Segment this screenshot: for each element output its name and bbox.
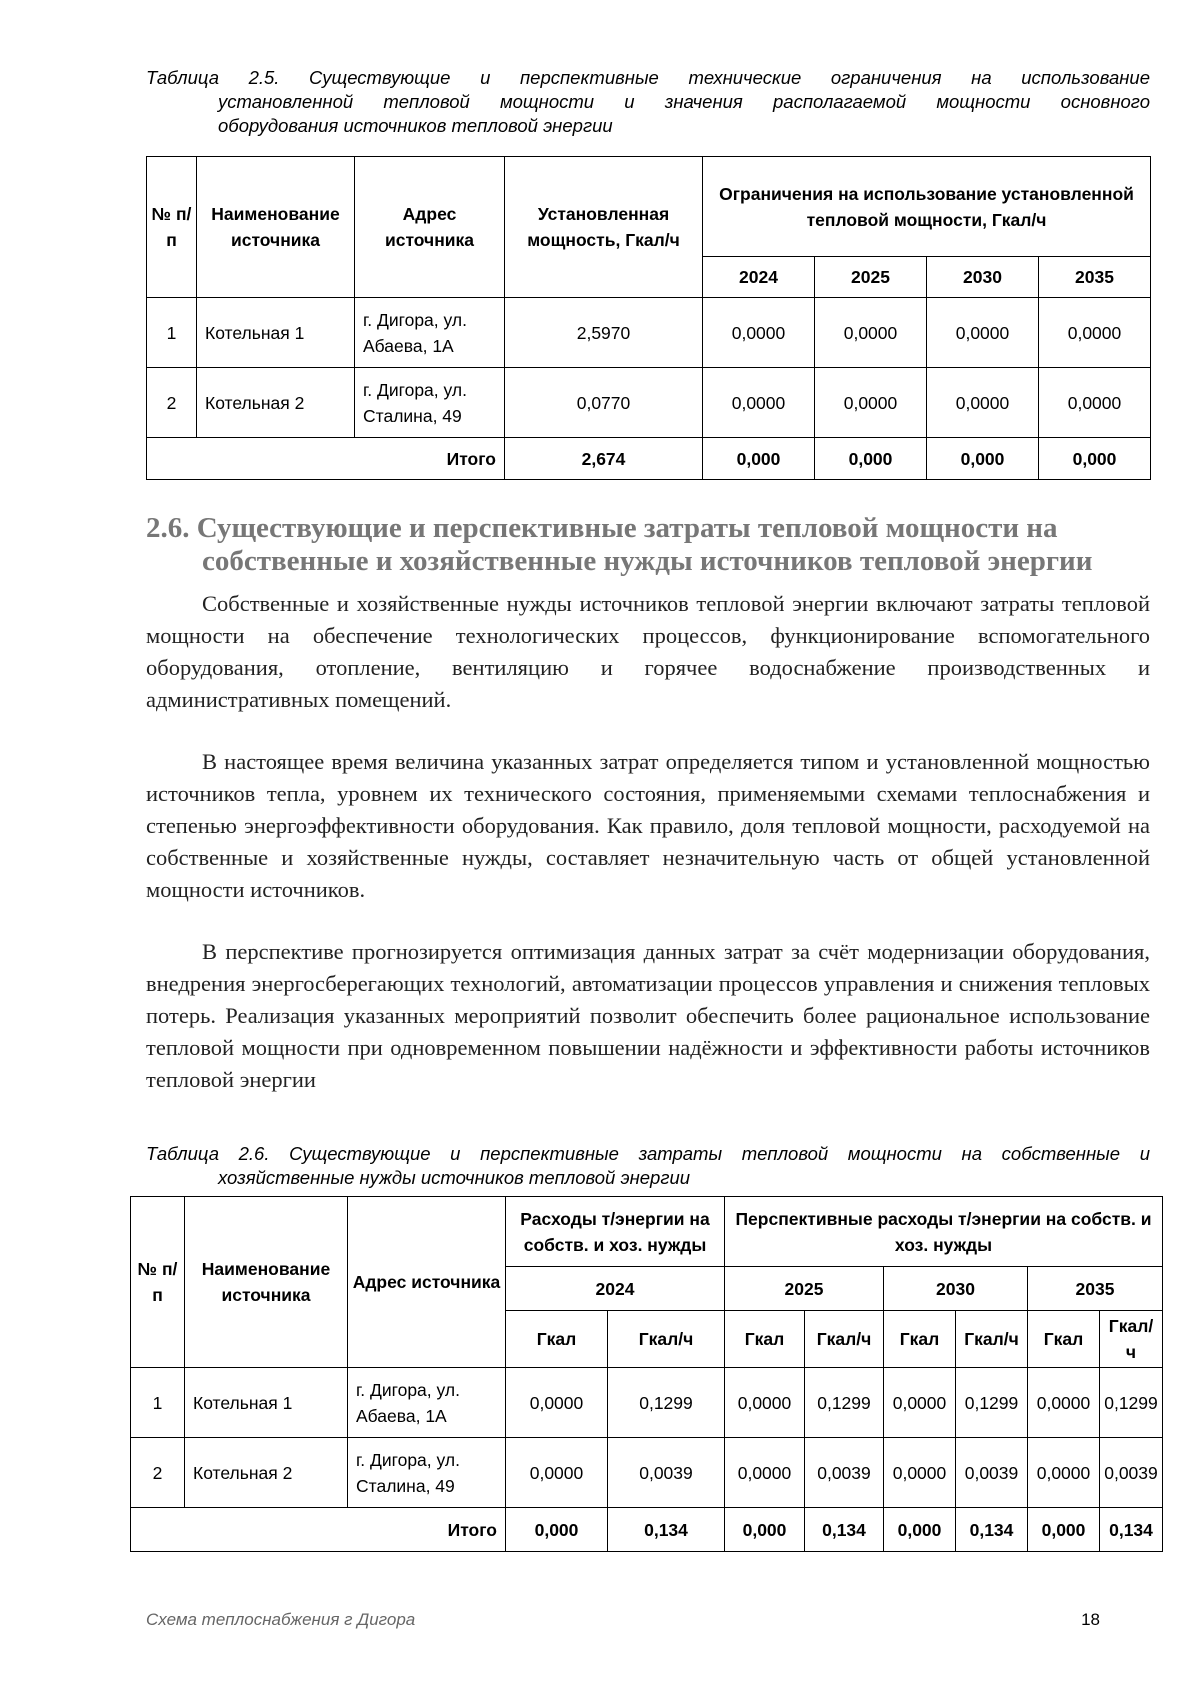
header-year: 2035 (1039, 257, 1151, 298)
cell-address: г. Дигора, ул. Сталина, 49 (348, 1438, 506, 1508)
header-address: Адрес источника (355, 157, 505, 298)
cell-address: г. Дигора, ул. Абаева, 1А (348, 1368, 506, 1438)
cell-value: 0,0039 (805, 1438, 884, 1508)
header-unit: Гкал (506, 1311, 608, 1368)
header-current: Расходы т/энергии на собств. и хоз. нужды (506, 1197, 725, 1267)
cell-value: 0,0000 (927, 298, 1039, 368)
header-year: 2030 (927, 257, 1039, 298)
caption-line: оборудования источников тепловой энергии (218, 115, 613, 136)
caption-line: Таблица 2.5. Существующие и перспективные технические ограничения на использование (146, 67, 1150, 88)
total-row (131, 1508, 1163, 1552)
header-year: 2024 (703, 257, 815, 298)
cell-value: 0,0000 (506, 1438, 608, 1508)
total-value: 0,134 (608, 1508, 725, 1552)
total-value: 0,000 (725, 1508, 805, 1552)
cell-value: 0,0000 (703, 298, 815, 368)
paragraph: Собственные и хозяйственные нужды источников тепловой энергии включают затраты тепловой мощности на обеспечение технологических процессов, функционирование вспомогательного оборудования, отопление, вентиляцию и горячее водоснабжение производственных и административных помещений. (146, 591, 1150, 712)
total-label: Итого (147, 438, 505, 480)
total-value: 0,134 (956, 1508, 1028, 1552)
cell-value: 0,1299 (1100, 1368, 1163, 1438)
header-name: Наименование источника (185, 1197, 348, 1368)
paragraph: В перспективе прогнозируется оптимизация данных затрат за счёт модернизации оборудования, внедрения энергосберегающих технологий, автоматизации процессов управления и снижения тепловых потерь. Реализация указанных мероприятий позволит обеспечить более рациональное использование тепловой мощности при одновременном повышении надёжности и эффективности работы источников тепловой энергии (146, 939, 1150, 1092)
caption-line: Таблица 2.6. Существующие и перспективные затраты тепловой мощности на собственные и (146, 1143, 1150, 1164)
total-value: 0,000 (1039, 438, 1151, 480)
cell-value: 0,0000 (703, 368, 815, 438)
section-title-line: собственные и хозяйственные нужды источников тепловой энергии (202, 545, 1093, 577)
header-num: № п/п (131, 1197, 185, 1368)
cell-capacity: 2,5970 (505, 298, 703, 368)
header-unit: Гкал/ч (1100, 1311, 1163, 1368)
header-unit: Гкал/ч (956, 1311, 1028, 1368)
header-year: 2030 (884, 1267, 1028, 1311)
cell-capacity: 0,0770 (505, 368, 703, 438)
header-future: Перспективные расходы т/энергии на собств. и хоз. нужды (725, 1197, 1163, 1267)
total-label: Итого (131, 1508, 506, 1552)
cell-value: 0,0000 (725, 1438, 805, 1508)
paragraph: В настоящее время величина указанных затрат определяется типом и установленной мощностью источников тепла, уровнем их технического состояния, применяемыми схемами теплоснабжения и степенью энергоэффективности оборудования. Как правило, доля тепловой мощности, расходуемой на собственные и хозяйственные нужды, составляет незначительную часть от общей установленной мощности источников. (146, 749, 1150, 902)
footer-title: Схема теплоснабжения г Дигора (146, 1610, 416, 1629)
cell-value: 0,1299 (608, 1368, 725, 1438)
cell-value: 0,0000 (884, 1438, 956, 1508)
table-2-5-caption (146, 66, 1150, 138)
page-number: 18 (1081, 1610, 1100, 1629)
cell-address: г. Дигора, ул. Сталина, 49 (355, 368, 505, 438)
header-year: 2035 (1028, 1267, 1163, 1311)
total-value: 0,000 (1028, 1508, 1100, 1552)
cell-value: 0,0039 (956, 1438, 1028, 1508)
section-title-line: Существующие и перспективные затраты тепловой мощности на (196, 512, 1058, 544)
cell-name: Котельная 2 (185, 1438, 348, 1508)
table-row (147, 368, 1151, 438)
cell-num: 2 (131, 1438, 185, 1508)
header-year: 2025 (815, 257, 927, 298)
cell-name: Котельная 1 (197, 298, 355, 368)
cell-name: Котельная 2 (197, 368, 355, 438)
table-row (131, 1438, 1163, 1508)
cell-value: 0,0000 (815, 298, 927, 368)
total-value: 0,000 (884, 1508, 956, 1552)
cell-value: 0,1299 (805, 1368, 884, 1438)
total-value: 0,134 (805, 1508, 884, 1552)
header-capacity: Установленная мощность, Гкал/ч (505, 157, 703, 298)
total-value: 0,000 (927, 438, 1039, 480)
table-2-5 (146, 156, 1151, 480)
header-unit: Гкал (1028, 1311, 1100, 1368)
cell-value: 0,0000 (506, 1368, 608, 1438)
cell-value: 0,0000 (927, 368, 1039, 438)
header-year: 2024 (506, 1267, 725, 1311)
header-unit: Гкал (725, 1311, 805, 1368)
header-unit: Гкал (884, 1311, 956, 1368)
cell-value: 0,0039 (1100, 1438, 1163, 1508)
cell-value: 0,0000 (815, 368, 927, 438)
section-heading (146, 512, 1156, 578)
header-address: Адрес источника (348, 1197, 506, 1368)
caption-line: хозяйственные нужды источников тепловой энергии (218, 1167, 691, 1188)
header-num: № п/п (147, 157, 197, 298)
table-2-6-caption (146, 1142, 1150, 1190)
caption-line: установленной тепловой мощности и значения располагаемой мощности основного (218, 91, 1150, 112)
cell-value: 0,0000 (1039, 298, 1151, 368)
cell-value: 0,0000 (1028, 1368, 1100, 1438)
cell-num: 1 (131, 1368, 185, 1438)
total-value: 0,000 (815, 438, 927, 480)
cell-name: Котельная 1 (185, 1368, 348, 1438)
cell-value: 0,0000 (884, 1368, 956, 1438)
total-value: 0,134 (1100, 1508, 1163, 1552)
cell-value: 0,1299 (956, 1368, 1028, 1438)
cell-address: г. Дигора, ул. Абаева, 1А (355, 298, 505, 368)
total-capacity: 2,674 (505, 438, 703, 480)
table-row (147, 298, 1151, 368)
header-unit: Гкал/ч (805, 1311, 884, 1368)
cell-value: 0,0039 (608, 1438, 725, 1508)
table-2-6 (130, 1196, 1163, 1552)
header-year: 2025 (725, 1267, 884, 1311)
table-row (131, 1368, 1163, 1438)
total-value: 0,000 (703, 438, 815, 480)
header-name: Наименование источника (197, 157, 355, 298)
cell-value: 0,0000 (1028, 1438, 1100, 1508)
cell-num: 2 (147, 368, 197, 438)
header-limits: Ограничения на использование установленной тепловой мощности, Гкал/ч (703, 157, 1151, 257)
header-unit: Гкал/ч (608, 1311, 725, 1368)
total-value: 0,000 (506, 1508, 608, 1552)
section-number: 2.6. (146, 512, 190, 544)
cell-value: 0,0000 (725, 1368, 805, 1438)
cell-value: 0,0000 (1039, 368, 1151, 438)
cell-num: 1 (147, 298, 197, 368)
total-row (147, 438, 1151, 480)
